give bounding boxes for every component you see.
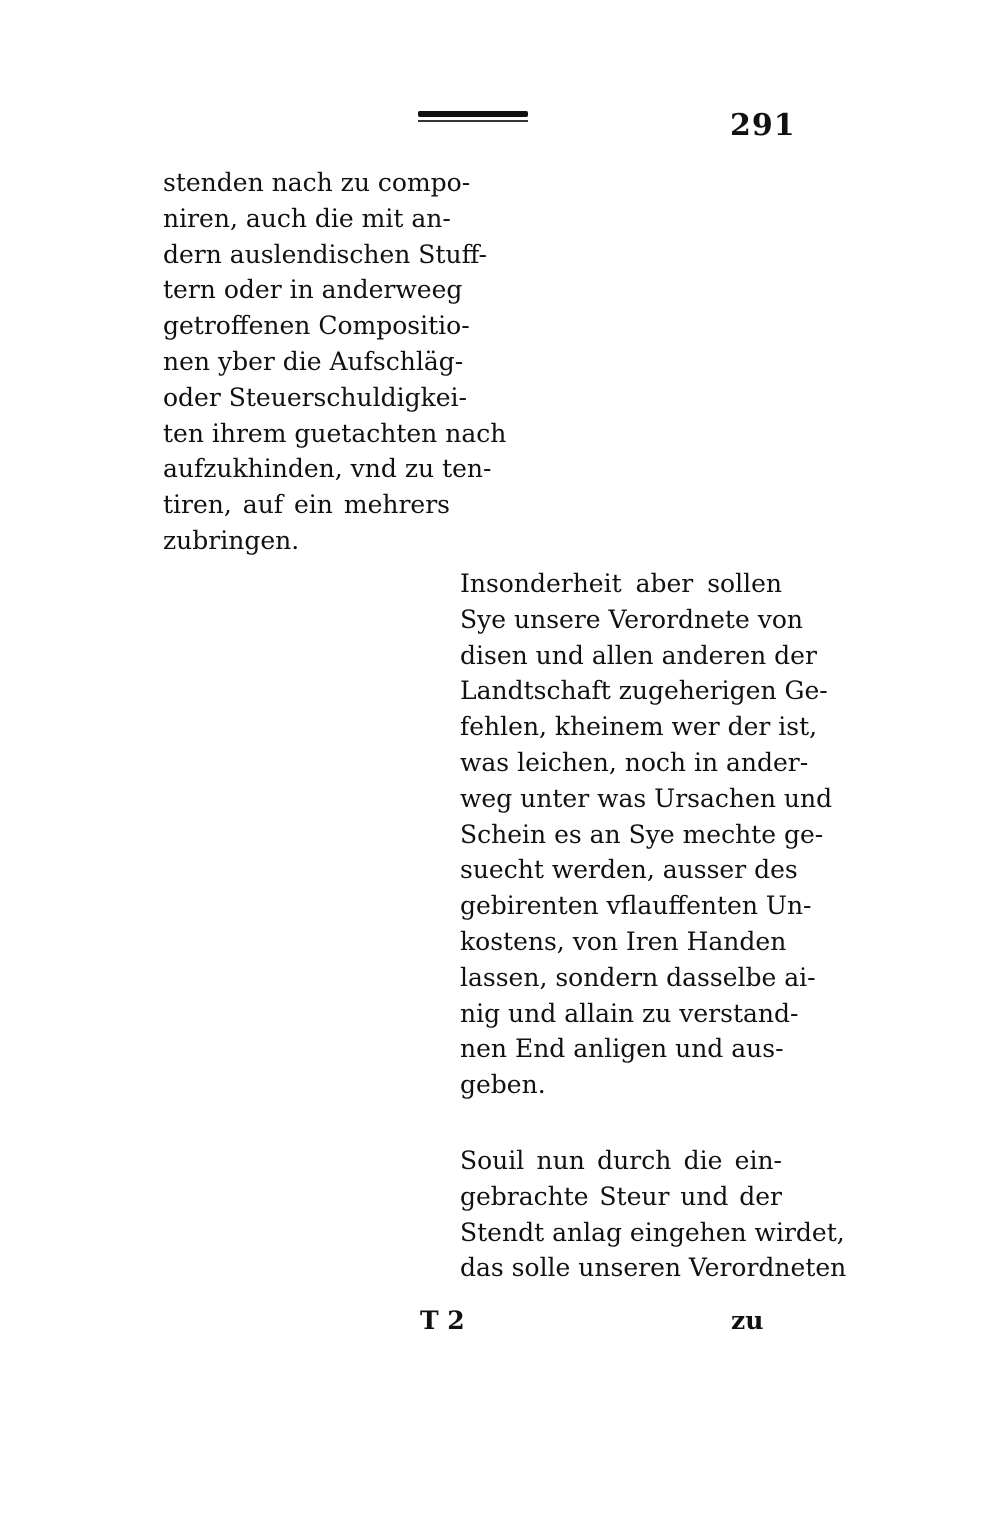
text-line: nen yber die Aufschläg- (163, 346, 464, 376)
signature-mark: T 2 (420, 1306, 465, 1335)
text-line: tiren, auf ein mehrers (163, 490, 450, 520)
text-line: gebrachte Steur und der (460, 1181, 782, 1211)
paragraph-gap (460, 1103, 782, 1143)
catchword: zu (731, 1306, 764, 1335)
text-line: tern oder in anderweeg (163, 275, 463, 305)
text-line: Souil nun durch die ein- (460, 1145, 782, 1175)
paragraph-souil (460, 1143, 847, 1286)
text-line: geben. (460, 1070, 546, 1100)
text-line: oder Steuerschuldigkei- (163, 382, 467, 412)
right-column-text (460, 566, 847, 1286)
text-line: getroffenen Compositio- (163, 311, 470, 341)
text-line: stenden nach zu compo- (163, 168, 471, 197)
page-number: 291 (730, 108, 796, 143)
header-rule-thin (418, 120, 528, 122)
text-line: disen und allen anderen der (460, 640, 817, 670)
text-line: suecht werden, ausser des (460, 855, 798, 885)
text-line: was leichen, noch in ander- (460, 747, 809, 777)
left-column-text (163, 165, 507, 559)
text-line: nen End anligen und aus- (460, 1034, 784, 1064)
header-rule (418, 111, 528, 122)
text-line: kostens, von Iren Handen (460, 926, 787, 956)
text-line: zubringen. (163, 525, 300, 555)
paragraph-insonderheit (460, 566, 833, 1103)
text-line: fehlen, kheinem wer der ist, (460, 712, 818, 742)
text-line: dern auslendischen Stuff- (163, 239, 487, 269)
text-line: Insonderheit aber sollen (460, 569, 782, 598)
text-line: lassen, sondern dasselbe ai- (460, 962, 816, 992)
text-line: Stendt anlag eingehen wirdet, (460, 1217, 845, 1247)
text-line: das solle unseren Verordneten (460, 1253, 847, 1283)
text-line: aufzukhinden, vnd zu ten- (163, 454, 492, 484)
header-rule-thick (418, 111, 528, 117)
text-line: Landtschaft zugeherigen Ge- (460, 676, 828, 706)
text-line: weg unter was Ursachen und (460, 783, 833, 813)
text-line: ten ihrem guetachten nach (163, 418, 507, 448)
text-line: niren, auch die mit an- (163, 203, 451, 233)
text-line: Schein es an Sye mechte ge- (460, 819, 824, 849)
text-line: gebirenten vflauffenten Un- (460, 891, 812, 921)
text-line: nig und allain zu verstand- (460, 998, 799, 1028)
text-line: Sye unsere Verordnete von (460, 604, 803, 634)
